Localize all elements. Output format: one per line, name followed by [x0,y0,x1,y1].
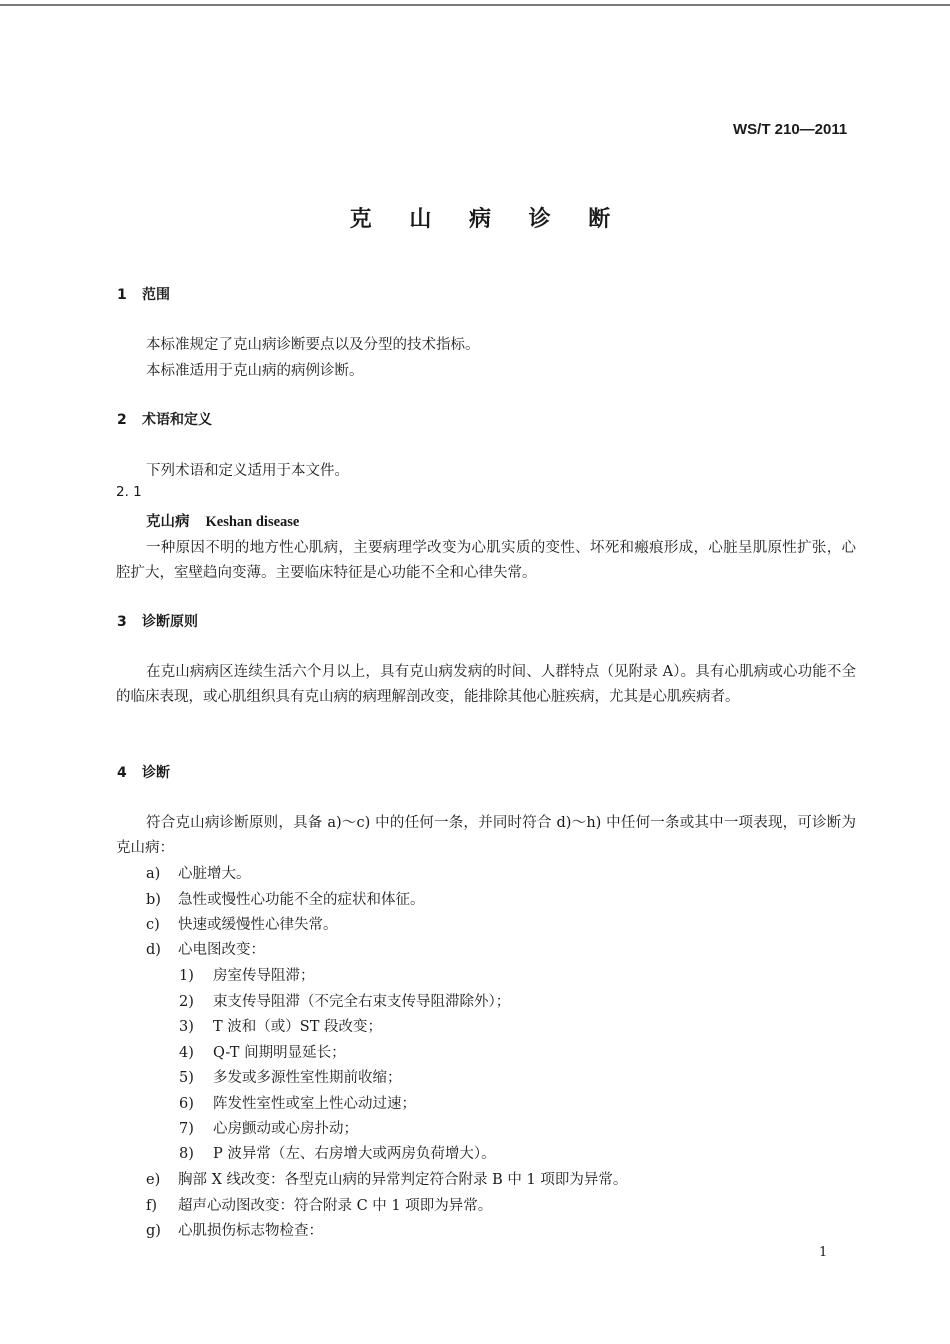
sub-list-text: 心房颤动或心房扑动； [213,1121,358,1137]
clause-number: 2. 1 [116,484,142,500]
sub-list-text: Q-T 间期明显延长； [213,1045,346,1061]
list-label: d) [146,942,161,958]
sub-list-text: 多发或多源性室性期前收缩； [213,1070,402,1086]
section-title: 诊断 [142,765,170,781]
section-title: 诊断原则 [142,614,198,630]
sub-list-text: 阵发性室性或室上性心动过速； [213,1096,416,1112]
list-item [146,862,251,883]
list-text: 胸部 X 线改变：各型克山病的异常判定符合附录 B 中 1 项即为异常。 [178,1172,628,1188]
diagnosis-intro: 符合克山病诊断原则，具备 a)～c) 中的任何一条，并同时符合 d)～h) 中任何一条或其中一项表现，可诊断为克山病： [116,815,856,856]
section-heading-scope [117,284,170,304]
scope-paragraph: 本标准适用于克山病的病例诊断。 [146,363,364,379]
document-title: 克 山 病 诊 断 [349,207,626,232]
list-label: b) [146,892,161,908]
list-item [146,1194,492,1215]
sub-list-label: 1) [179,968,194,984]
list-label: g) [146,1223,161,1239]
list-text: 快速或缓慢性心律失常。 [178,917,338,933]
sub-list-text: P 波异常（左、右房增大或两房负荷增大）。 [213,1146,496,1162]
sub-list-text: T 波和（或）ST 段改变； [213,1019,382,1035]
section-number: 2 [117,412,127,428]
list-label: f) [146,1198,158,1214]
list-text: 急性或慢性心功能不全的症状和体征。 [178,892,425,908]
term-entry [146,510,299,531]
term-english: Keshan disease [205,514,300,530]
section-number: 1 [117,287,127,303]
list-item [146,888,425,909]
sub-list-label: 7) [179,1121,194,1137]
sub-list-item [179,1066,402,1087]
list-item [146,1219,323,1240]
sub-list-label: 4) [179,1045,194,1061]
sub-list-item [179,990,510,1011]
sub-list-item [179,1142,496,1163]
list-text: 心肌损伤标志物检查： [178,1223,323,1239]
sub-list-label: 2) [179,994,194,1010]
sub-list-text: 房室传导阻滞； [213,968,315,984]
sub-list-label: 5) [179,1070,194,1086]
sub-list-label: 8) [179,1146,194,1162]
scope-paragraph: 本标准规定了克山病诊断要点以及分型的技术指标。 [146,337,480,353]
list-item [146,913,338,934]
sub-list-text: 束支传导阻滞（不完全右束支传导阻滞除外）； [213,994,511,1010]
section-number: 3 [117,614,127,630]
term-chinese: 克山病 [146,513,190,530]
list-text: 超声心动图改变：符合附录 C 中 1 项即为异常。 [178,1198,493,1214]
list-item [146,1168,627,1189]
sub-list-label: 6) [179,1096,194,1112]
section-title: 术语和定义 [142,412,212,428]
sub-list-label: 3) [179,1019,194,1035]
list-text: 心电图改变： [178,942,265,958]
list-label: a) [146,866,161,882]
list-label: e) [146,1172,161,1188]
section-heading-principles [117,611,198,631]
list-item [146,938,265,959]
term-definition: 一种原因不明的地方性心肌病，主要病理学改变为心肌实质的变性、坏死和瘢痕形成，心脏呈肌原性扩张，心腔扩大，室壁趋向变薄。主要临床特征是心功能不全和心律失常。 [116,540,856,581]
page-number: 1 [819,1245,828,1260]
section-heading-terms [117,409,212,429]
principles-text: 在克山病病区连续生活六个月以上，具有克山病发病的时间、人群特点（见附录 A）。具有心肌病或心功能不全的临床表现，或心肌组织具有克山病的病理解剖改变，能排除其他心脏疾病，尤其是心肌疾病者。 [116,664,856,705]
sub-list-item [179,1041,346,1062]
sub-list-item [179,1117,358,1138]
terms-intro: 下列术语和定义适用于本文件。 [146,463,349,479]
list-text: 心脏增大。 [178,866,251,882]
section-heading-diagnosis [117,762,170,782]
sub-list-item [179,1092,416,1113]
section-title: 范围 [142,287,170,303]
list-label: c) [146,917,160,933]
standard-code: WS/T 210—2011 [733,121,848,138]
section-number: 4 [117,765,127,781]
sub-list-item [179,964,315,985]
sub-list-item [179,1015,382,1036]
scan-top-edge [0,4,950,6]
